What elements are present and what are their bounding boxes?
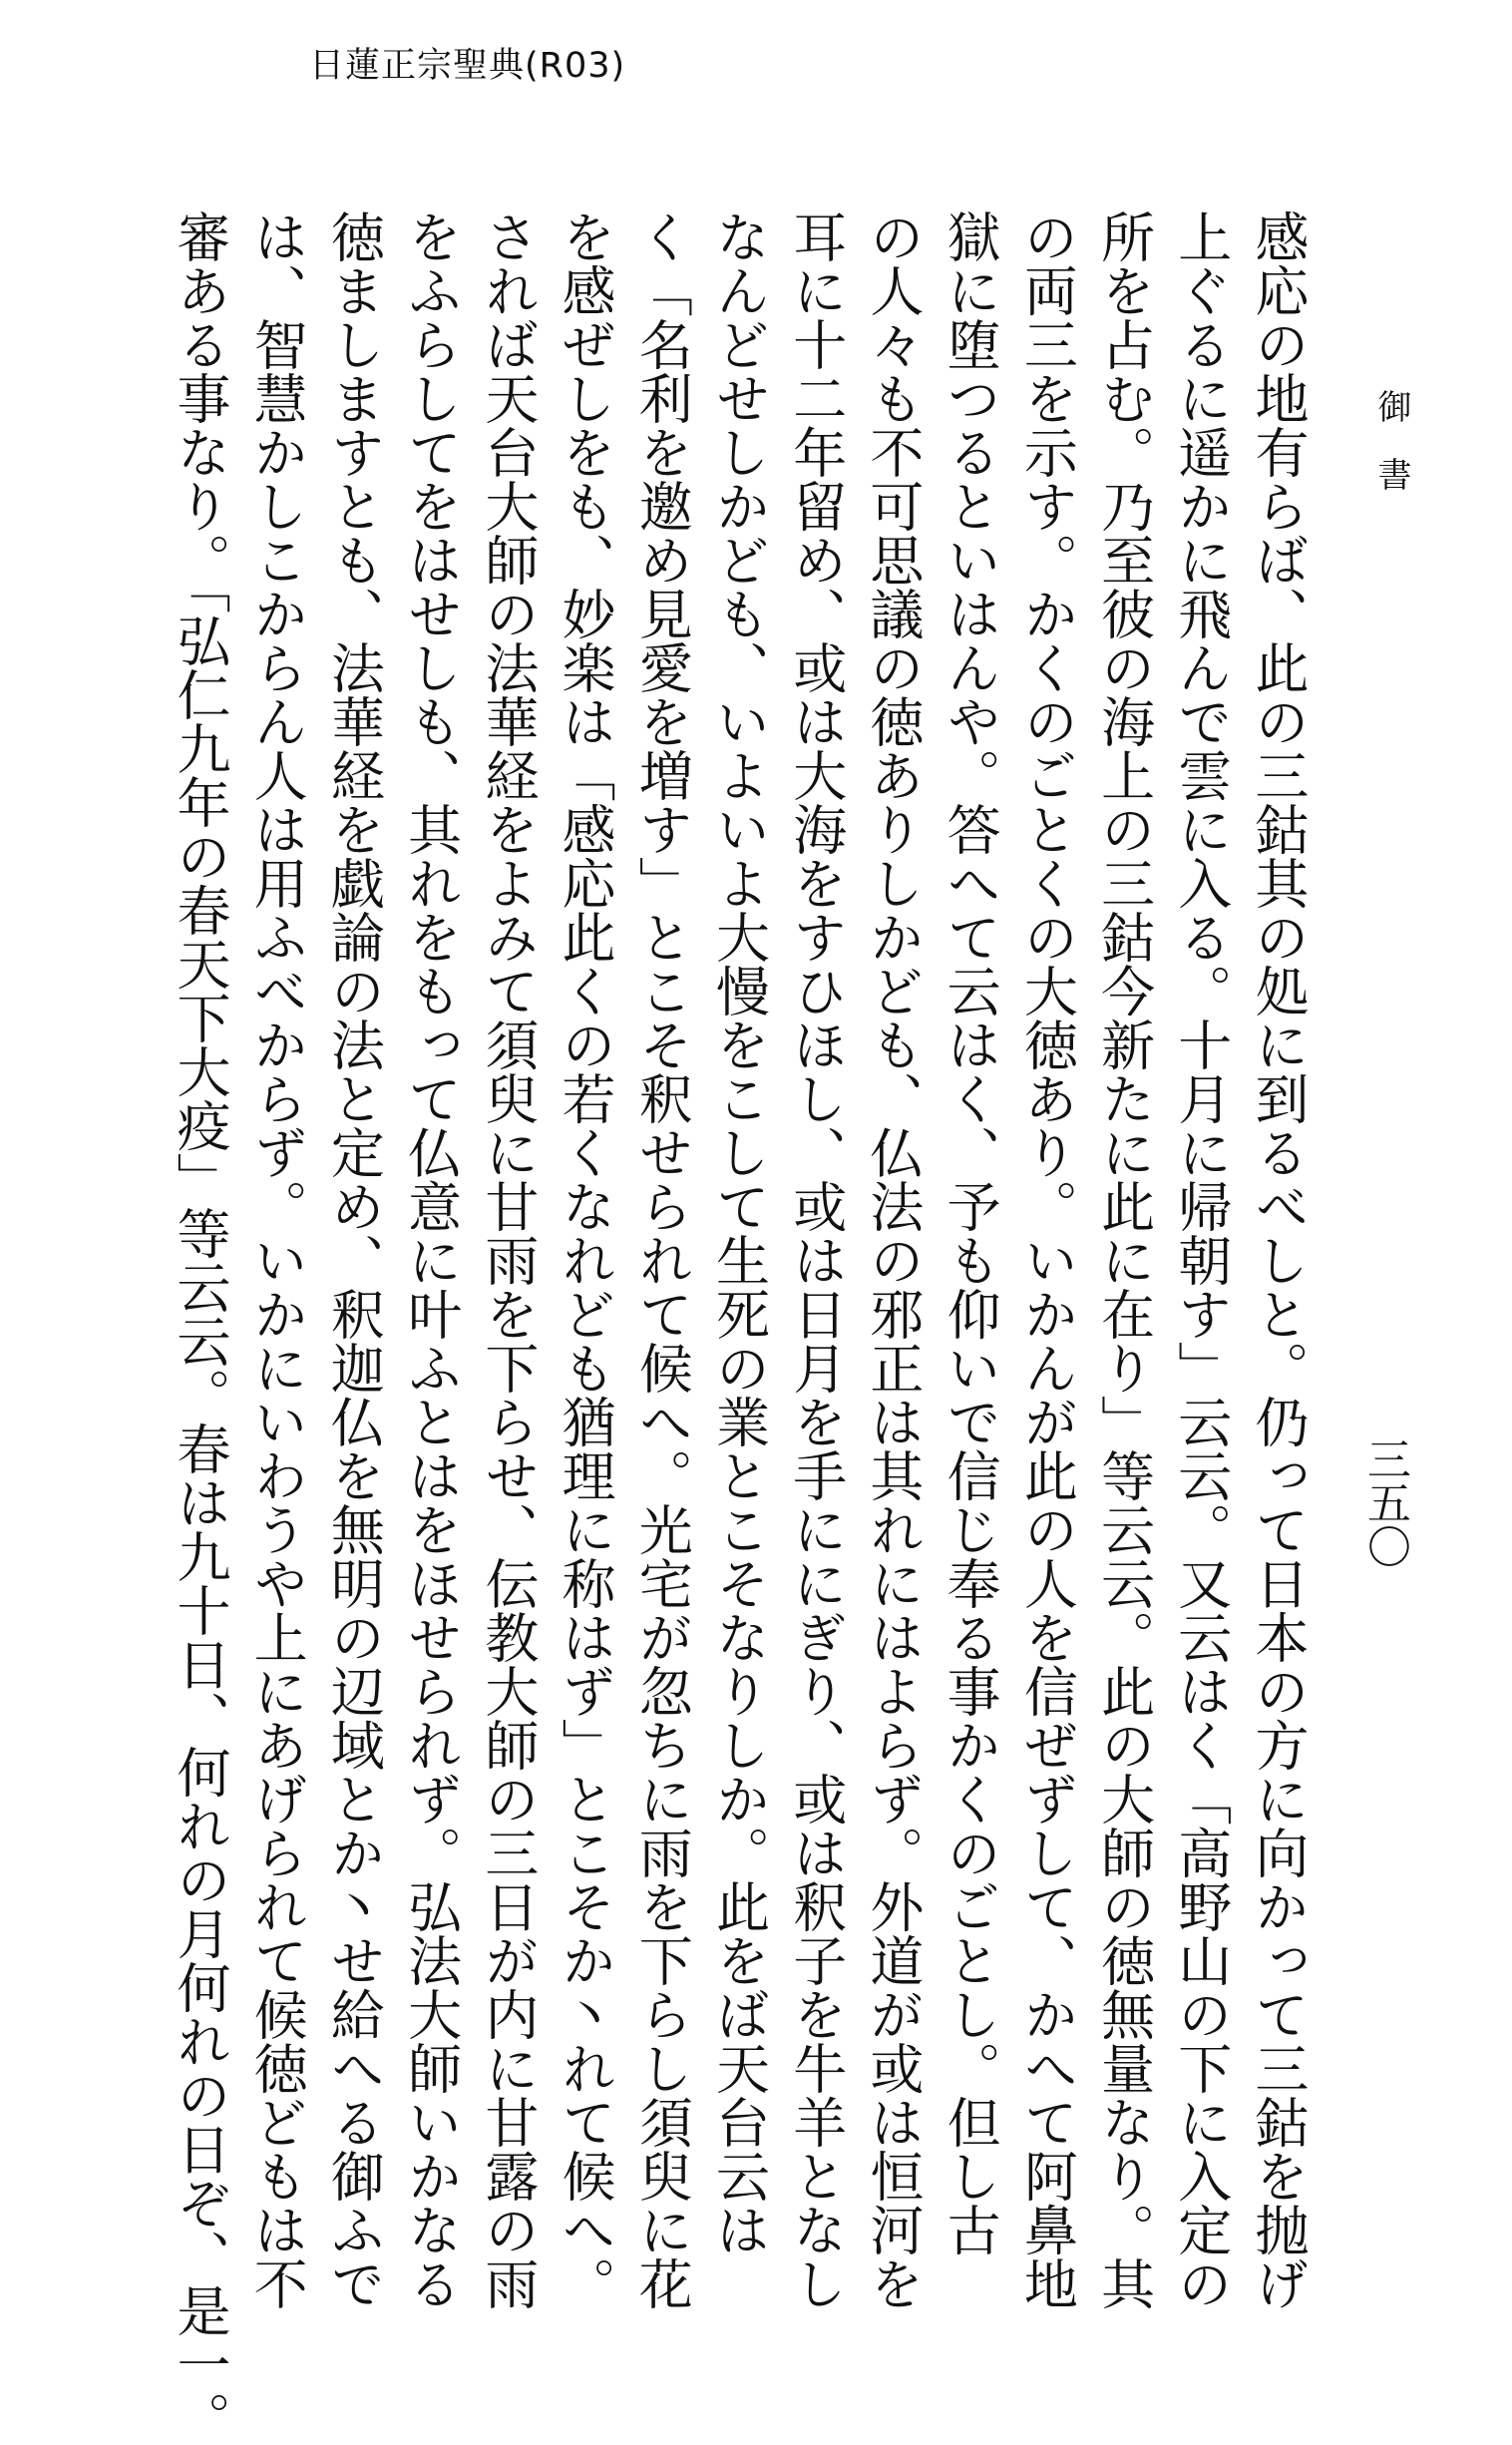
text-column: なんどせしかども、いよいよ大慢をこして生死の業とこそなりしか。此をば天台云は — [707, 209, 771, 2256]
body-text — [168, 209, 1317, 2445]
text-column: 感応の地有らば、此の三鈷其の処に到るべしと。仍って日本の方に向かって三鈷を抛げ — [1247, 209, 1310, 2310]
running-title: 御書 — [1371, 389, 1411, 525]
document-header: 日蓮正宗聖典(R03) — [309, 46, 626, 86]
text-column: されば天台大師の法華経をよみて須臾に甘雨を下らせ、伝教大師の三日が内に甘露の雨 — [476, 209, 540, 2310]
text-column: 徳ましますとも、法華経を戯論の法と定め、釈迦仏を無明の辺域とか丶せ給へる御ふで — [322, 209, 386, 2310]
text-column: 所を占む。乃至彼の海上の三鈷今新たに此に在り」等云云。此の大師の徳無量なり。其 — [1092, 209, 1156, 2310]
text-column: をふらしてをはせしも、其れをもって仏意に叶ふとはをほせられず。弘法大師いかなる — [399, 209, 463, 2310]
text-column: を感ぜしをも、妙楽は「感応此くの若くなれども猶理に称はず」とこそか丶れて候へ。 — [554, 209, 617, 2310]
text-column: 獄に堕つるといはんや。答へて云はく、予も仰いで信じ奉る事かくのごとし。但し古 — [939, 209, 1002, 2256]
page-number: 三五〇 — [1359, 1436, 1410, 1568]
text-column: 上ぐるに遥かに飛んで雲に入る。十月に帰朝す」云云。又云はく「高野山の下に入定の — [1169, 209, 1233, 2310]
text-column: の両三を示す。かくのごとくの大徳あり。いかんが此の人を信ぜずして、かへて阿鼻地 — [1015, 209, 1079, 2310]
text-column: は、智慧かしこからん人は用ふべからず。いかにいわうや上にあげられて候徳どもは不 — [245, 209, 309, 2310]
text-column: の人々も不可思議の徳ありしかども、仏法の邪正は其れにはよらず。外道が或は恒河を — [861, 209, 925, 2310]
text-column: く「名利を邀め見愛を増す」とこそ釈せられて候へ。光宅が忽ちに雨を下らし須臾に花 — [630, 209, 694, 2310]
text-column: 審ある事なり。「弘仁九年の春天下大疫」等云云。春は九十日、何れの月何れの日ぞ、是一。 — [168, 209, 231, 2445]
text-column: 耳に十二年留め、或は大海をすひほし、或は日月を手ににぎり、或は釈子を牛羊となし — [784, 209, 848, 2310]
